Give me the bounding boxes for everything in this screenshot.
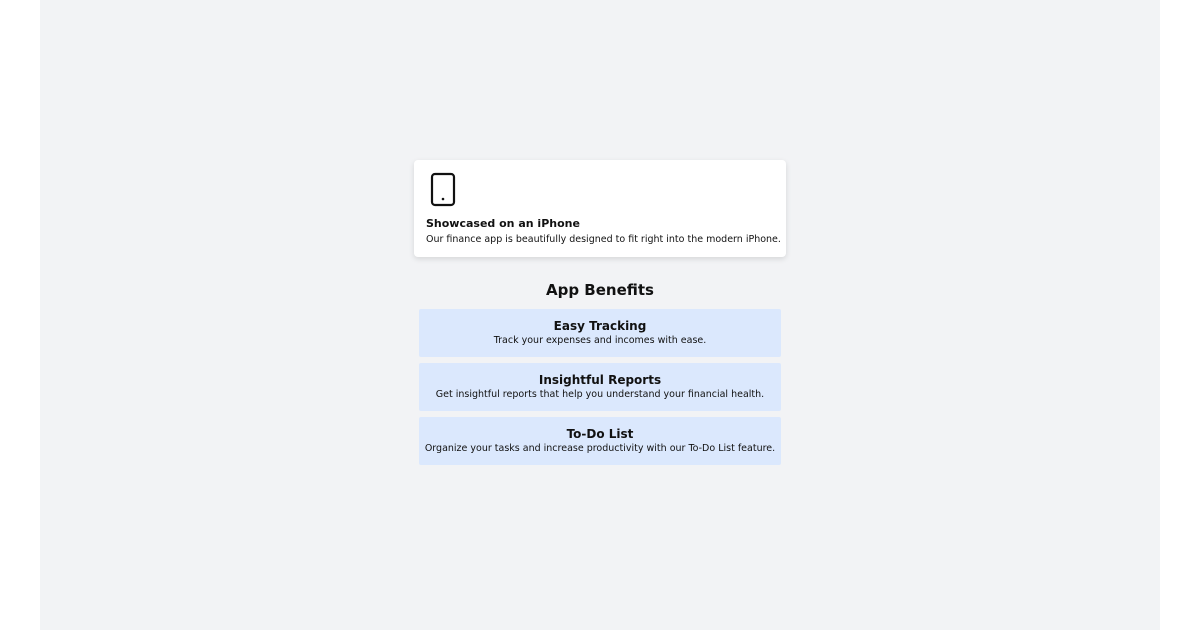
page-container xyxy=(40,0,1160,630)
benefit-title: Insightful Reports xyxy=(538,373,662,387)
benefit-description: Organize your tasks and increase productivity with our To-Do List feature. xyxy=(424,443,776,454)
benefit-description: Get insightful reports that help you understand your financial health. xyxy=(435,389,765,400)
smartphone-icon xyxy=(426,172,460,208)
benefits-section xyxy=(419,280,781,465)
feature-description: Our finance app is beautifully designed to fit right into the modern iPhone. xyxy=(426,234,781,245)
benefit-item-easy-tracking xyxy=(419,309,781,357)
benefits-heading: App Benefits xyxy=(546,281,654,299)
benefit-title: To-Do List xyxy=(566,427,634,441)
benefit-item-insightful-reports xyxy=(419,363,781,411)
feature-card xyxy=(414,160,786,257)
feature-title: Showcased on an iPhone xyxy=(426,217,580,230)
benefit-title: Easy Tracking xyxy=(553,319,647,333)
benefit-description: Track your expenses and incomes with ease. xyxy=(493,335,707,346)
benefit-item-todo-list xyxy=(419,417,781,465)
